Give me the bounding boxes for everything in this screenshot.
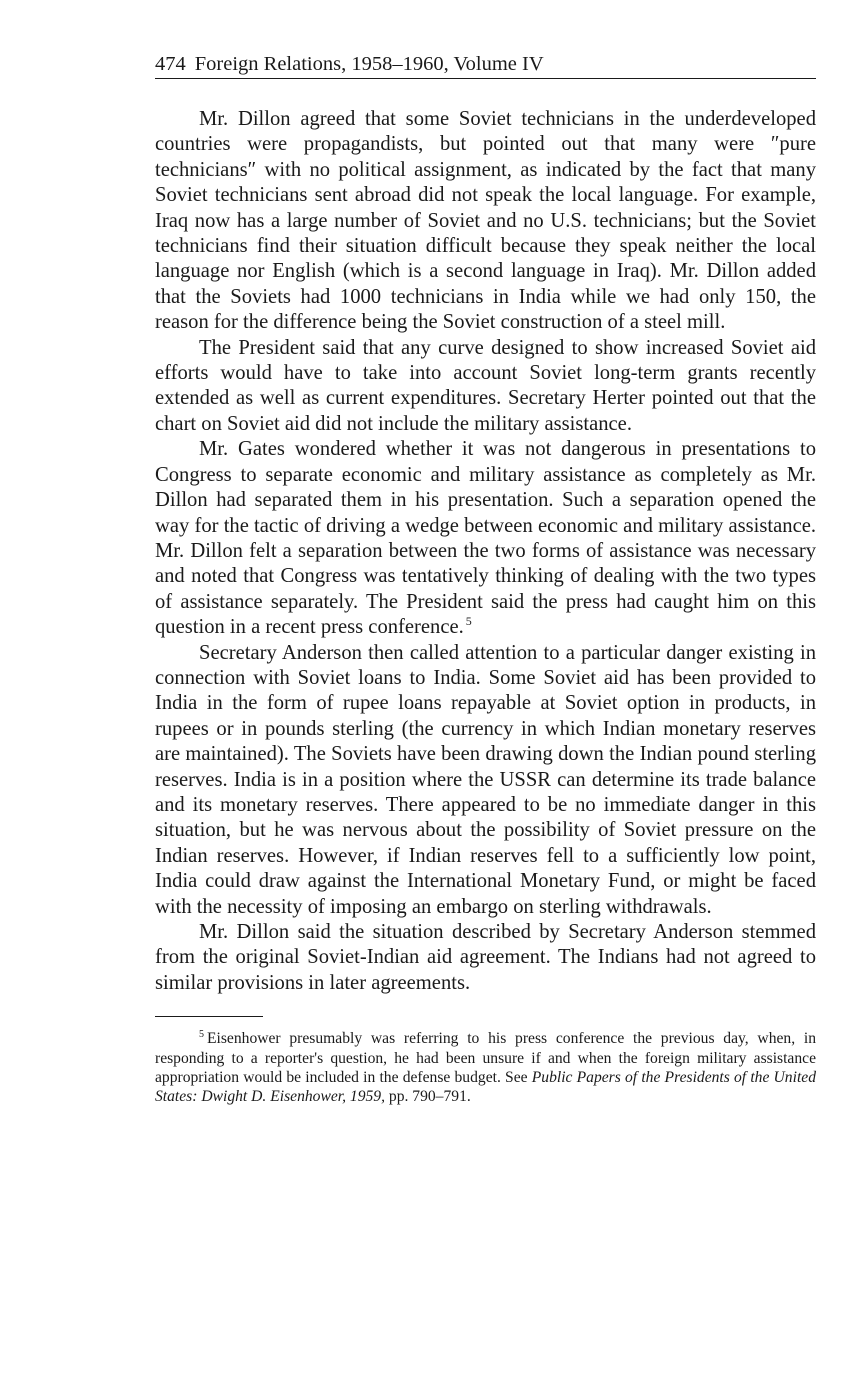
footnote (155, 1029, 816, 1107)
paragraph-gates-congress (155, 437, 816, 640)
document-page (155, 52, 816, 1107)
body-text (155, 107, 816, 996)
footnote-reference[interactable]: 5 (465, 614, 472, 629)
volume-title: Foreign Relations, 1958–1960, Volume IV (194, 53, 544, 75)
footnote-marker: 5 (199, 1029, 204, 1041)
running-header (155, 52, 816, 79)
paragraph-dillon-agreement: Mr. Dillon said the situation described by Secretary Anderson stemmed from the original Soviet-Indian aid agreement. The Indians had not agreed to similar provisions in later agreements. (155, 921, 816, 994)
footnote-citation: Public Papers of the Presidents of the United States: Dwight D. Eisenhower, 1959, (155, 1069, 816, 1106)
footnote-divider (155, 1016, 263, 1017)
paragraph-anderson-india: Secretary Anderson then called attention to a particular danger existing in connection with Soviet loans to India. Some Soviet aid has been provided to India in the form of rupee loans repayable at Soviet option in products, in rupees or in pounds sterling (the currency in which Indian monetary reserves are maintained). The Soviets have been drawing down the Indian pound sterling reserves. India is in a position where the USSR can determine its trade balance and its monetary reserves. There appeared to be no immediate danger in this situation, but he was nervous about the possibility of Soviet pressure on the Indian reserves. However, if Indian reserves fell to a sufficiently low point, India could draw against the International Monetary Fund, or might be faced with the necessity of imposing an embargo on sterling withdrawals. (155, 641, 816, 918)
paragraph-dillon-technicians: Mr. Dillon agreed that some Soviet technicians in the underdeveloped countries were propagandists, but pointed out that many were ″pure technicians″ with no political assignment, as indicated by the fact that many Soviet technicians sent abroad did not speak the local language. For example, Iraq now has a large number of Soviet and no U.S. technicians; but the Soviet technicians find their situation difficult because they speak neither the local language nor English (which is a second language in Iraq). Mr. Dillon added that the Soviets had 1000 technicians in India while we had only 150, the reason for the difference being the Soviet construction of a steel mill. (155, 108, 816, 334)
paragraph-gates-text: Mr. Gates wondered whether it was not dangerous in presentations to Congress to separate economic and military assistance as completely as Mr. Dillon had separated them in his presentation. Such a separation opened the way for the tactic of driving a wedge between economic and military assistance. Mr. Dillon felt a separation between the two forms of assistance was necessary and noted that Congress was tentatively thinking of dealing with the two types of assistance separately. The President said the press had caught him on this question in a recent press conference. (155, 438, 816, 639)
footnote-text: Eisenhower presumably was referring to his press conference the previous day, when, in responding to a reporter's question, he had been unsure if and when the foreign military assistance appropriation would be included in the defense budget. See (155, 1030, 816, 1087)
paragraph-president-curve: The President said that any curve designed to show increased Soviet aid efforts would have to take into account Soviet long-term grants recently extended as well as current expenditures. Secretary Herter pointed out that the chart on Soviet aid did not include the military assistance. (155, 336, 816, 435)
page-number: 474 (155, 53, 186, 75)
footnote-pages: pp. 790–791. (385, 1088, 471, 1106)
